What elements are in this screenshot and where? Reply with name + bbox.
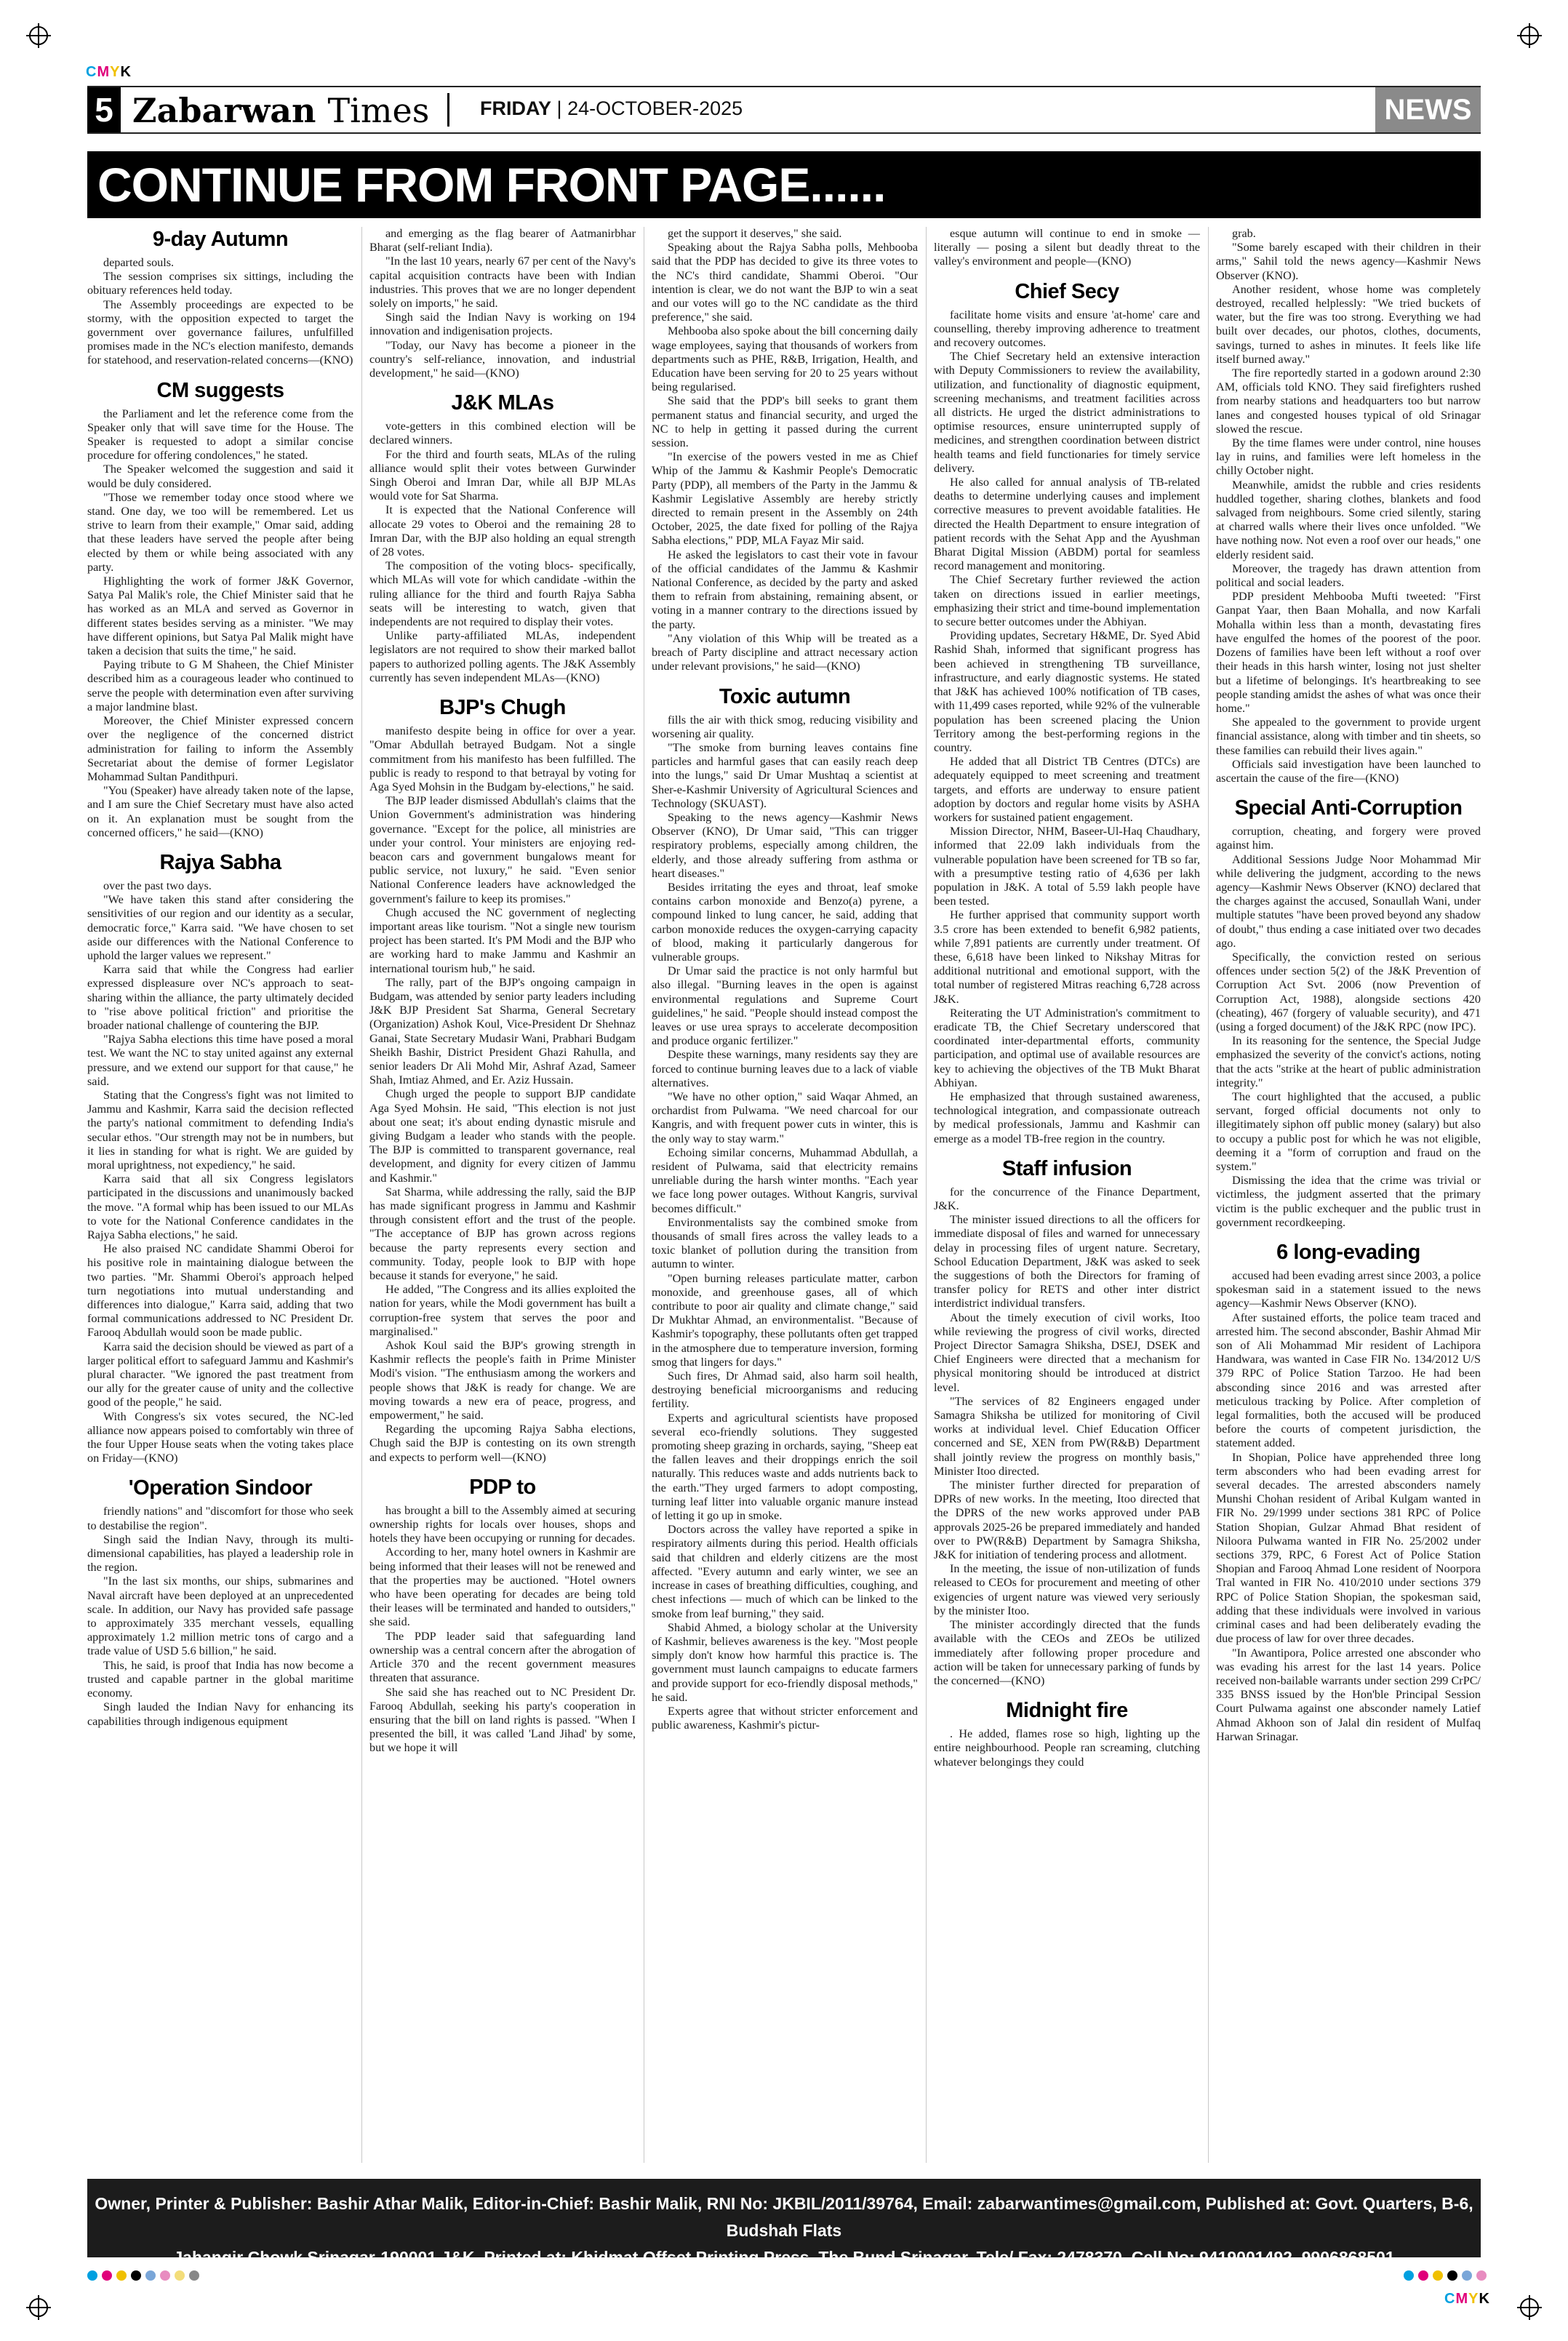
paragraph: Environmentalists say the combined smoke from thousands of small fires across the valley leads to a toxic blanket of pollution during the transition from autumn to winter.	[652, 1215, 918, 1271]
paragraph: vote-getters in this combined election will be declared winners.	[369, 420, 636, 447]
headline-midnight-fire: Midnight fire	[1006, 1699, 1128, 1723]
paragraph: In Shopian, Police have apprehended three long term absconders who had been evading arrest for several decades. The arrested absconders namely Munshi Chohan resident of Aribal Kulgam wanted in FIR No. 29/1999 under sections 381 RPC of Police Station Shopian, Gulzar Ahmad Bhat resident of Niloora Pulwama wanted in FIR No. 25/2002 under sections 379, RPC, 6 Forest Act of Police Station Shopian and Farooq Ahmad Lone resident of Noorpora Tral wanted in FIR No. 410/2010 under sections 379 RPC of Police Station Shopian, the spokesman said, adding that these individuals were involved in various criminal cases and had been deliberately evading the due process of law for over three decades.	[1216, 1450, 1481, 1646]
paragraph: The minister accordingly directed that the funds available with the CEOs and ZEOs be utilized immediately after following proper procedure and action will be taken for unnecessary parking of funds by the concerned—(KNO)	[934, 1618, 1200, 1687]
paragraph: With Congress's six votes secured, the NC-led alliance now appears poised to comfortably win three of the four Upper House seats when the voting takes place on Friday—(KNO)	[87, 1409, 353, 1465]
paragraph: grab.	[1232, 227, 1256, 240]
paragraph: manifesto despite being in office for over a year. "Omar Abdullah betrayed Budgam. Not a single commitment from his manifesto has been fulfilled. The public is ready to respond to that betrayal by voting for Aga Syed Mohsin in the Budgam by-elections," he said.	[369, 724, 636, 793]
headline-9-day-autumn: 9-day Autumn	[152, 228, 289, 251]
paragraph: Despite these warnings, many residents say they are forced to continue burning leaves due to a lack of viable alternatives.	[652, 1048, 918, 1089]
paragraph: the Parliament and let the reference come from the Speaker only that will save time for the House. The Speaker is requested to adopt a similar concise procedure for offering condolences," he stated.	[87, 407, 353, 463]
paragraph: For the third and fourth seats, MLAs of the ruling alliance would split their votes between Gurwinder Singh Oberoi and Imran Dar, while all BJP MLAs would vote for Sat Sharma.	[369, 447, 636, 503]
paragraph: Mehbooba also spoke about the bill concerning daily wage employees, saying that thousands of workers from departments such as PHE, R&B, Irrigation, Health, and Education have been serving for 20 to 25 years without being regularised.	[652, 324, 918, 394]
paragraph: The minister further directed for preparation of DPRs of new works. In the meeting, Itoo directed that the DPRS of the new works approved under PAB approvals 2025-26 be prepared immediately and handed over to PW(R&B) Department by Samagra Shiksha, J&K for initiation of tendering process and allotment.	[934, 1478, 1200, 1562]
cmyk-label-bottom: CMYK	[1444, 2291, 1490, 2307]
paragraph: Specifically, the conviction rested on serious offences under section 5(2) of the J&K Prevention of Corruption Act Svt. 2006 (now Prevention of Corruption Act, 1988), alongside sections 420 (cheating), 467 (forgery of valuable security), and 471 (using a forged document) of the J&K RPC (now IPC).	[1216, 950, 1481, 1033]
paragraph: "We have taken this stand after considering the sensitivities of our region and our identity as a secular, democratic force," Karra said. "We have chosen to set aside our differences with the National Conference to uphold the larger values we represent."	[87, 893, 353, 962]
paragraph: Doctors across the valley have reported a spike in respiratory ailments during this period. Health officials said that children and elderly citizens are the most affected. "Every autumn and early winter, we see an increase in cases of breathing difficulties, coughing, and chest infections — much of which can be linked to the smoke from leaf burning," they said.	[652, 1523, 918, 1620]
paragraph: PDP president Mehbooba Mufti tweeted: "First Ganpat Yaar, then Baan Mohalla, and now Karfali Mohalla within less than a month, devastating fires have engulfed the homes of the poorest of the poor. Dozens of families have been left without a roof over their heads in this harsh winter, losing not just shelter but a lifetime of belongings. It's heartbreaking to see people standing amidst the ashes of what was once their home."	[1216, 590, 1481, 715]
paragraph: The BJP leader dismissed Abdullah's claims that the Union Government's administration was hindering governance. "Except for the police, all ministries are under your control. Your ministers are enjoying red-beacon cars and government bungalows meant for public service, not luxury," he said. "Even senior National Conference leaders have acknowledged the government's failure to keep its promises."	[369, 794, 636, 905]
paragraph: Karra said that all six Congress legislators participated in the discussions and unanimously backed the move. "A formal whip has been issued to our MLAs to vote for the National Conference candidates in the Rajya Sabha elections," he said.	[87, 1172, 353, 1241]
paragraph: The composition of the voting blocs- specifically, which MLAs will vote for which candidate -within the ruling alliance for the third and fourth Rajya Sabha seats will be interesting to watch, given that independents are not required to display their votes.	[369, 559, 636, 629]
paragraph: Such fires, Dr Ahmad said, also harm soil health, destroying beneficial microorganisms and reducing fertility.	[652, 1369, 918, 1411]
paragraph: Officials said investigation have been launched to ascertain the cause of the fire—(KNO)	[1216, 757, 1481, 785]
paragraph: for the concurrence of the Finance Department, J&K.	[934, 1185, 1200, 1212]
paragraph: Sat Sharma, while addressing the rally, said the BJP has made significant progress in Jammu and Kashmir through consistent effort and the trust of the people. "The acceptance of BJP has grown across regions because the party represents every section and community. Today, people look to BJP with hope because it stands for everyone," he said.	[369, 1185, 636, 1283]
imprint-line-1: Owner, Printer & Publisher: Bashir Athar Malik, Editor-in-Chief: Bashir Malik, RNI No: JKBIL/2011/39764, Email: zabarwantimes@gmail.com, Published at: Govt. Quarters, B-6, Budshah Flats	[95, 2194, 1473, 2240]
masthead-divider	[447, 93, 449, 127]
registration-mark-bottom-left	[29, 2298, 48, 2317]
paragraph: The Chief Secretary further reviewed the action taken on directions issued in earlier meetings, emphasizing their strict and time-bound implementation to secure better outcomes under the Abhiyan.	[934, 573, 1200, 629]
column-3	[652, 227, 918, 2163]
paragraph: Chugh urged the people to support BJP candidate Aga Syed Mohsin. He said, "This election is not just about one seat; it's about ending dynastic misrule and giving Budgam a leader who stands with the people. The BJP is committed to transparent governance, real development, and dignity for every citizen of Jammu and Kashmir."	[369, 1087, 636, 1185]
paragraph: Speaking about the Rajya Sabha polls, Mehbooba said that the PDP has decided to give its three votes to the NC's third candidate, Shammi Oberoi. "Our intention is clear, we do not want the BJP to win a seat and our votes will go to the NC candidate as the third preference," she said.	[652, 241, 918, 324]
paragraph: departed souls.	[103, 256, 175, 269]
paragraph: friendly nations" and "discomfort for those who seek to destabilise the region".	[87, 1505, 353, 1532]
paragraph: "In the last six months, our ships, submarines and Naval aircraft have been deployed at an unprecedented scale. In addition, our Navy has provided safe passage to approximately 335 merchant vessels, equalling approximately 1.2 million metric tons of cargo and a trade value of USD 5.6 billion," he said.	[87, 1574, 353, 1658]
paragraph: Karra said the decision should be viewed as part of a larger political effort to safeguard Jammu and Kashmir's plural character. "We ignored the past treatment from our ally for the greater cause of unity and the collective good of the people," he said.	[87, 1340, 353, 1409]
newspaper-name-part-1: Zabarwan	[132, 91, 316, 130]
headline-cm-suggests: CM suggests	[156, 378, 284, 402]
paragraph: He also called for annual analysis of TB-related deaths to determine underlying causes and implement corrective measures to prevent avoidable fatalities. He directed the Health Department to ensure integration of patient records with the Sehat App and the Ayushman Bharat Digital Mission (ABDM) portal for seamless record management and monitoring.	[934, 476, 1200, 573]
column-1	[87, 227, 353, 2163]
paragraph: Moreover, the Chief Minister expressed concern over the negligence of the concerned district administration for failing to inform the Assembly Secretariat about the demise of former Legislator Mohammad Sultan Pandithpuri.	[87, 714, 353, 783]
paragraph: "Today, our Navy has become a pioneer in the country's self-reliance, innovation, and industrial development," he said—(KNO)	[369, 338, 636, 380]
paragraph: "Some barely escaped with their children in their arms," Sahil told the news agency—Kashmir News Observer (KNO).	[1216, 241, 1481, 282]
paragraph: fills the air with thick smog, reducing visibility and worsening air quality.	[652, 713, 918, 740]
headline-operation-sindoor: 'Operation Sindoor	[128, 1476, 313, 1500]
paragraph: Shabid Ahmed, a biology scholar at the University of Kashmir, believes awareness is the key. "Most people simply don't know how harmful this practice is. The government must launch campaigns to educate farmers and provide support for eco-friendly disposal methods," he said.	[652, 1620, 918, 1704]
column-rule	[361, 227, 362, 2163]
column-rule	[926, 227, 927, 2163]
paragraph: Chugh accused the NC government of neglecting important areas like tourism. "Not a single new tourism project has been started. It's PM Modi and the BJP who are working hard to make Jammu and Kashmir an international tourism hub," he said.	[369, 905, 636, 975]
paragraph: "We have no other option," said Waqar Ahmed, an orchardist from Pulwama. "We need charcoal for our Kangris, and with frequent power cuts in winter, this is the only way to stay warm."	[652, 1089, 918, 1145]
color-dots-right	[1404, 2270, 1487, 2281]
paragraph: Regarding the upcoming Rajya Sabha elections, Chugh said the BJP is contesting on its own strength and expects to perform well—(KNO)	[369, 1422, 636, 1464]
paragraph: Singh said the Indian Navy is working on 194 innovation and indigenisation projects.	[369, 311, 636, 338]
newspaper-name	[132, 90, 429, 131]
paragraph: He added that all District TB Centres (DTCs) are adequately equipped to meet screening and treatment targets, and efforts are underway to ensure patient adoption by doctors and regular home visits by ASHA workers for sustained patient engagement.	[934, 755, 1200, 824]
paragraph: Echoing similar concerns, Muhammad Abdullah, a resident of Pulwama, said that electricity remains unreliable during the harsh winter months. "Each year we face long power outages. Without Kangris, survival becomes difficult."	[652, 1145, 918, 1215]
paragraph: In the meeting, the issue of non-utilization of funds released to CEOs for procurement and meeting of other exigencies of urgent nature was viewed very seriously by the minister Itoo.	[934, 1562, 1200, 1617]
paragraph: According to her, many hotel owners in Kashmir are being informed that their leases will not be renewed and that the properties may be auctioned. "Hotel owners who have been operating for decades are being told their leases will be terminated and handed to outsiders," she said.	[369, 1545, 636, 1629]
registration-mark-top-right	[1520, 26, 1539, 45]
paragraph: The Chief Secretary held an extensive interaction with Deputy Commissioners to review the availability, utilization, and functionality of diagnostic equipment, screening mechanisms, and treatment facilities across all districts. He urged the district administrations to optimise resources, ensure uninterrupted supply of medicines, and strengthen coordination between district health teams and field functionaries for timely service delivery.	[934, 350, 1200, 475]
paragraph: He also praised NC candidate Shammi Oberoi for his positive role in maintaining dialogue between the two parties. "Mr. Shammi Oberoi's approach helped turn negotiations into mutual understanding and differences into dialogue," Karra said, adding that two formal communications addressed to NC President Dr. Farooq Abdullah would soon be made public.	[87, 1242, 353, 1340]
paragraph: "In exercise of the powers vested in me as Chief Whip of the Jammu & Kashmir People's Democratic Party (PDP), all members of the Party in the Jammu & Kashmir Legislative Assembly are hereby strictly directed to remain present in the Assembly on 24th October, 2025, the date fixed for polling of the Rajya Sabha elections," PDP, MLA Fayaz Mir said.	[652, 450, 918, 548]
paragraph: "The smoke from burning leaves contains fine particles and harmful gases that can easily reach deep into the lungs," said Dr Umar Mushtaq a scientist at Sher-e-Kashmir University of Agricultural Sciences and Technology (SKUAST).	[652, 740, 918, 810]
headline-jk-mlas: J&K MLAs	[451, 391, 554, 415]
paragraph: Highlighting the work of former J&K Governor, Satya Pal Malik's role, the Chief Minister said that he has worked as an MLA and served as Governor in different states besides serving as a minister. "We may have different opinions, but Satya Pal Malik might have taken a decision that suits the time," he said.	[87, 575, 353, 658]
paragraph: Mission Director, NHM, Baseer-Ul-Haq Chaudhary, informed that 22.09 lakh individuals from the vulnerable population have been screened for TB so far, with a presumptive testing ratio of 4,636 per lakh population in J&K. A total of 5.59 lakh people have been tested.	[934, 825, 1200, 908]
paragraph: Speaking to the news agency—Kashmir News Observer (KNO), Dr Umar said, "This can trigger respiratory problems, especially among children, the elderly, and those already suffering from asthma or heart diseases."	[652, 810, 918, 880]
paragraph: This, he said, is proof that India has now become a trusted and capable partner in the global maritime economy.	[87, 1658, 353, 1700]
paragraph: Stating that the Congress's fight was not limited to Jammu and Kashmir, Karra said the decision reflected the party's national commitment to defending India's secular ethos. "Our strength may not be in numbers, but it lies in standing for what is right. We are guided by moral uprightness, not expediency," he said.	[87, 1088, 353, 1172]
paragraph: The court highlighted that the accused, a public servant, forged official documents not only to illegitimately siphon off public money (salary) but also to occupy a public post for which he was not eligible, deeming it a "form of corruption and fraud on the system."	[1216, 1089, 1481, 1173]
column-2	[369, 227, 636, 2163]
paragraph: About the timely execution of civil works, Itoo while reviewing the progress of civil works, directed Project Director Samagra Shiksha, DSEJ, DSEK and Chief Engineers were directed that a mechanism for physical monitoring should be introduced at district level.	[934, 1310, 1200, 1394]
registration-mark-bottom-right	[1520, 2298, 1539, 2317]
paragraph: Additional Sessions Judge Noor Mohammad Mir while delivering the judgment, according to the news agency—Kashmir News Observer (KNO) declared that the charges against the accused, Sonaullah Wani, under multiple statutes "have been proved beyond any shadow of doubt," thus ending a case initiated over two decades ago.	[1216, 852, 1481, 950]
page-banner: CONTINUE FROM FRONT PAGE......	[87, 151, 1481, 218]
paragraph: She said she has reached out to NC President Dr. Farooq Abdullah, seeking his party's cooperation in ensuring that the bill on land rights is passed. "When I presented the bill, it was called 'Land Jihad' by some, but we hope it will	[369, 1685, 636, 1755]
issue-day: FRIDAY	[480, 97, 552, 119]
section-tab-news: NEWS	[1375, 87, 1481, 132]
paragraph: The minister issued directions to all the officers for immediate disposal of files and warned for unnecessary delay in processing files of urgent nature. Secretary, School Education Department, J&K was asked to seek the suggestions of both the Directors for framing of transfer policy for RETS and other inter district interdistrict individual transfers.	[934, 1213, 1200, 1310]
paragraph: Meanwhile, amidst the rubble and cries residents huddled together, sharing clothes, blankets and food salvaged from neighbours. Some cried silently, staring at charred walls where their lives once unfolded. "We have nothing now. Not even a roof over our heads," one elderly resident said.	[1216, 478, 1481, 561]
paragraph: esque autumn will continue to end in smoke — literally — posing a silent but deadly threat to the valley's environment and people—(KNO)	[934, 227, 1200, 268]
paragraph: facilitate home visits and ensure 'at-home' care and counselling, thereby improving adherence to treatment and recovery outcomes.	[934, 308, 1200, 350]
paragraph: She said that the PDP's bill seeks to grant them permanent status and financial security, and urged the NC to help in getting it passed during the current session.	[652, 394, 918, 450]
paragraph: "You (Speaker) have already taken note of the lapse, and I am sure the Chief Secretary must have also acted on it. An explanation must be sought from the concerned officers," he said—(KNO)	[87, 784, 353, 839]
paragraph: Dismissing the idea that the crime was trivial or victimless, the judgment asserted that the primary victim is the public exchequer and the public trust in government recordkeeping.	[1216, 1174, 1481, 1229]
column-5	[1216, 227, 1481, 2163]
paragraph: "The services of 82 Engineers engaged under Samagra Shiksha be utilized for monitoring of Civil works at individual level. Chief Education Officer concerned and SE, XEN from PW(R&B) Department shall jointly review the progress on monthly basis," Minister Itoo directed.	[934, 1394, 1200, 1478]
paragraph: Reiterating the UT Administration's commitment to eradicate TB, the Chief Secretary underscored that coordinated inter-departmental efforts, community participation, and optimal use of available resources are key to achieving the objectives of the TB Mukt Bharat Abhiyan.	[934, 1006, 1200, 1089]
paragraph: She appealed to the government to provide urgent financial assistance, along with timber and tin sheets, so these families can rebuild their lives again."	[1216, 716, 1481, 757]
paragraph: Another resident, whose home was completely destroyed, recalled helplessly: "We tried buckets of water, but the fire was too strong. Everything we had built over decades, our photos, clothes, documents, savings, turned to ashes in minutes. It feels like life itself burned away."	[1216, 282, 1481, 366]
headline-pdp-to: PDP to	[469, 1475, 536, 1499]
imprint-footer	[87, 2179, 1481, 2267]
paragraph: By the time flames were under control, nine houses lay in ruins, and families were left homeless in the chilly October night.	[1216, 436, 1481, 478]
paragraph: Experts agree that without stricter enforcement and public awareness, Kashmir's pictur-	[652, 1704, 918, 1732]
paragraph: corruption, cheating, and forgery were proved against him.	[1216, 825, 1481, 852]
headline-special-anti-corruption: Special Anti-Corruption	[1234, 796, 1463, 820]
headline-chief-secy: Chief Secy	[1015, 279, 1119, 303]
headline-bjps-chugh: BJP's Chugh	[439, 696, 566, 720]
paragraph: Singh said the Indian Navy, through its multi-dimensional capabilities, has played a leadership role in the region.	[87, 1532, 353, 1574]
issue-date: FRIDAY | 24-OCTOBER-2025	[480, 97, 743, 119]
paragraph: He added, "The Congress and its allies exploited the nation for years, while the Modi government has built a corruption-free system that serves the poor and marginalised."	[369, 1283, 636, 1338]
paragraph: and emerging as the flag bearer of Aatmanirbhar Bharat (self-reliant India).	[369, 227, 636, 255]
paragraph: Unlike party-affiliated MLAs, independent legislators are not required to show their marked ballot papers to authorized polling agents. The J&K Assembly currently has seven independent MLAs—(KNO)	[369, 629, 636, 684]
column-4	[934, 227, 1200, 2163]
page-number: 5	[87, 87, 121, 132]
paragraph: After sustained efforts, the police team traced and arrested him. The second absconder, Bashir Ahmad Mir son of Ali Mohammad Mir resident of Lachipora Handwara, was wanted in Case FIR No. 134/2012 U/S 379 RPC of Police Station Tarzoo. He had been absconding since 2016 and was arrested after meticulous tracking by Police. After completion of legal formalities, both the accused will be produced before the courts of competent jurisdiction, the statement added.	[1216, 1310, 1481, 1450]
registration-mark-top-left	[29, 26, 48, 45]
paragraph: Moreover, the tragedy has drawn attention from political and social leaders.	[1216, 561, 1481, 590]
paragraph: He emphasized that through sustained awareness, technological integration, and compassionate outreach by medical professionals, Jammu and Kashmir can emerge as a model TB-free region in the country.	[934, 1089, 1200, 1145]
headline-toxic-autumn: Toxic autumn	[719, 684, 851, 708]
paragraph: Paying tribute to G M Shaheen, the Chief Minister described him as a courageous leader who continued to serve the people with determination even after surviving a major landmine blast.	[87, 658, 353, 713]
paragraph: get the support it deserves," she said.	[668, 227, 842, 240]
imprint-line-2: Jahangir Chowk Srinagar-190001 J&K, Printed at: Khidmat Offset Printing Press, The Bund Srinagar, Tele/ Fax: 2478370, Cell No: 9419001492, 9906868501	[173, 2248, 1395, 2267]
cmyk-label-top: CMYK	[86, 64, 132, 80]
paragraph: The Assembly proceedings are expected to be stormy, with the opposition expected to target the government over governance failures, unfulfilled promises made in the NC's election manifesto, demands for statehood, and reservation-related concerns—(KNO)	[87, 297, 353, 367]
headline-staff-infusion: Staff infusion	[1001, 1156, 1132, 1180]
masthead	[87, 86, 1481, 134]
article-columns	[87, 227, 1481, 2163]
paragraph: "Rajya Sabha elections this time have posed a moral test. We want the NC to stay united against any external pressure, and we extend our support for that cause," he said.	[87, 1033, 353, 1088]
paragraph: Besides irritating the eyes and throat, leaf smoke contains carbon monoxide and Benzo(a) pyrene, a compound linked to lung cancer, he said, adding that carbon monoxide reduces the oxygen-carrying capacity of blood, making it particularly dangerous for vulnerable groups.	[652, 880, 918, 964]
paragraph: "Those we remember today once stood where we stand. One day, we too will be remembered. Let us strive to learn from their example," Omar said, adding that these leaders have served the people after being elected by them or while being associated with any party.	[87, 490, 353, 574]
paragraph: . He added, flames rose so high, lighting up the entire neighbourhood. People ran screaming, clutching whatever belongings they could	[934, 1727, 1200, 1769]
issue-date-value: 24-OCTOBER-2025	[567, 97, 743, 119]
paragraph: The fire reportedly started in a godown around 2:30 AM, officials told KNO. They said firefighters rushed from nearby stations and headquarters too but narrow lanes and congested houses typical of old Srinagar slowed the rescue.	[1216, 367, 1481, 436]
paragraph: "In Awantipora, Police arrested one absconder who was evading his arrest for the last 14 years. Police received non-bailable warrants under section 299 CrPC/ 335 BNSS issued by the Hon'ble Principal Session Court Pulwama against one absconder namely Latief Ahmad Akhoon son of Jalal din resident of Mulfaq Harwan Srinagar.	[1216, 1646, 1481, 1743]
paragraph: The rally, part of the BJP's ongoing campaign in Budgam, was attended by senior party leaders including J&K BJP President Sat Sharma, General Secretary (Organization) Ashok Koul, Vice-President Dr Shehnaz Ganai, State Secretary Mudasir Wani, Prabhari Budgam Sheikh Bashir, District President Ghazi Rahulla, and senior leaders Dr Ali Mohd Mir, Ashraf Azad, Sameer Shah, Imtiaz Ahmed, and Er. Aziz Hussain.	[369, 975, 636, 1087]
paragraph: over the past two days.	[103, 879, 212, 892]
paragraph: has brought a bill to the Assembly aimed at securing ownership rights for locals over houses, shops and hotels they have been occupying or running for decades.	[369, 1503, 636, 1545]
paragraph: "In the last 10 years, nearly 67 per cent of the Navy's capital acquisition contracts have been with Indian industries. This proves that we are no longer dependent solely on imports," he said.	[369, 255, 636, 311]
paragraph: The session comprises six sittings, including the obituary references held today.	[87, 270, 353, 297]
paragraph: He further apprised that community support worth 3.5 crore has been extended to benefit 6,982 patients, while 7,891 patients are currently under treatment. Of these, 6,618 have been linked to Nikshay Mitras for additional nutritional and emotional support, with the total number of registered Mitras reaching 6,728 across J&K.	[934, 908, 1200, 1006]
paragraph: "Open burning releases particulate matter, carbon monoxide, and greenhouse gases, all of which contribute to poor air quality and climate change," said Dr Mukhtar Ahmad, an environmentalist. "Because of Kashmir's topography, these pollutants often get trapped in the atmosphere due to temperature inversion, forming smog that lingers for days."	[652, 1271, 918, 1369]
paragraph: Karra said that while the Congress had earlier expressed displeasure over NC's approach to seat-sharing within the alliance, the party ultimately decided to "rise above political friction" and prioritise the broader national challenge of countering the BJP.	[87, 963, 353, 1032]
headline-rajya-sabha: Rajya Sabha	[159, 850, 281, 874]
paragraph: The Speaker welcomed the suggestion and said it would be duly considered.	[87, 463, 353, 490]
paragraph: The PDP leader said that safeguarding land ownership was a central concern after the abrogation of Article 370 and the recent government measures threaten that assurance.	[369, 1629, 636, 1685]
paragraph: Experts and agricultural scientists have proposed several eco-friendly solutions. They suggested promoting sheep grazing in orchards, saying, "Sheep eat the fallen leaves and their droppings enrich the soil naturally. This reduces waste and adds nutrients back to the earth."They urged farmers to adopt composting, turning leaf litter into valuable organic manure instead of letting it go up in smoke.	[652, 1411, 918, 1523]
paragraph: Providing updates, Secretary H&ME, Dr. Syed Abid Rashid Shah, informed that significant progress has been achieved in strengthening TB surveillance, infrastructure, and early diagnostic systems. He stated that J&K has achieved 100% notification of TB cases, with 11,499 cases reported, while 92% of the vulnerable population has been screened placing the Union Territory among the best-performing regions in the country.	[934, 629, 1200, 754]
paragraph: accused had been evading arrest since 2003, a police spokesman said in a statement issued to the news agency—Kashmir News Observer (KNO).	[1216, 1269, 1481, 1310]
newspaper-name-part-2: Times	[327, 91, 430, 130]
paragraph: He asked the legislators to cast their vote in favour of the official candidates of the Jammu & Kashmir National Conference, as decided by the party and asked them to refrain from abstaining, remaining absent, or voting in a manner contrary to the directions issued by the party.	[652, 548, 918, 631]
paragraph: "Any violation of this Whip will be treated as a breach of Party discipline and attract necessary action under relevant provisions," he said—(KNO)	[652, 631, 918, 673]
headline-6-long-evading: 6 long-evading	[1276, 1241, 1420, 1265]
paragraph: In its reasoning for the sentence, the Special Judge emphasized the severity of the convict's actions, noting that the acts "strike at the heart of public administration integrity."	[1216, 1034, 1481, 1089]
paragraph: Singh lauded the Indian Navy for enhancing its capabilities through indigenous equipment	[87, 1700, 353, 1728]
color-dots-left	[87, 2270, 199, 2281]
paragraph: Dr Umar said the practice is not only harmful but also illegal. "Burning leaves in the open is against environmental regulations and Supreme Court guidelines," he said. "People should instead compost the leaves or use urea sprays to accelerate decomposition and produce organic fertilizer."	[652, 964, 918, 1048]
paragraph: It is expected that the National Conference will allocate 29 votes to Oberoi and the remaining 28 to Imran Dar, with the BJP also holding an equal strength of 28 votes.	[369, 503, 636, 559]
paragraph: Ashok Koul said the BJP's growing strength in Kashmir reflects the people's faith in Prime Minister Modi's vision. "The enthusiasm among the workers and people shows that J&K is ready for change. We are moving towards a new era of peace, progress, and empowerment," he said.	[369, 1339, 636, 1422]
column-rule	[1208, 227, 1209, 2163]
